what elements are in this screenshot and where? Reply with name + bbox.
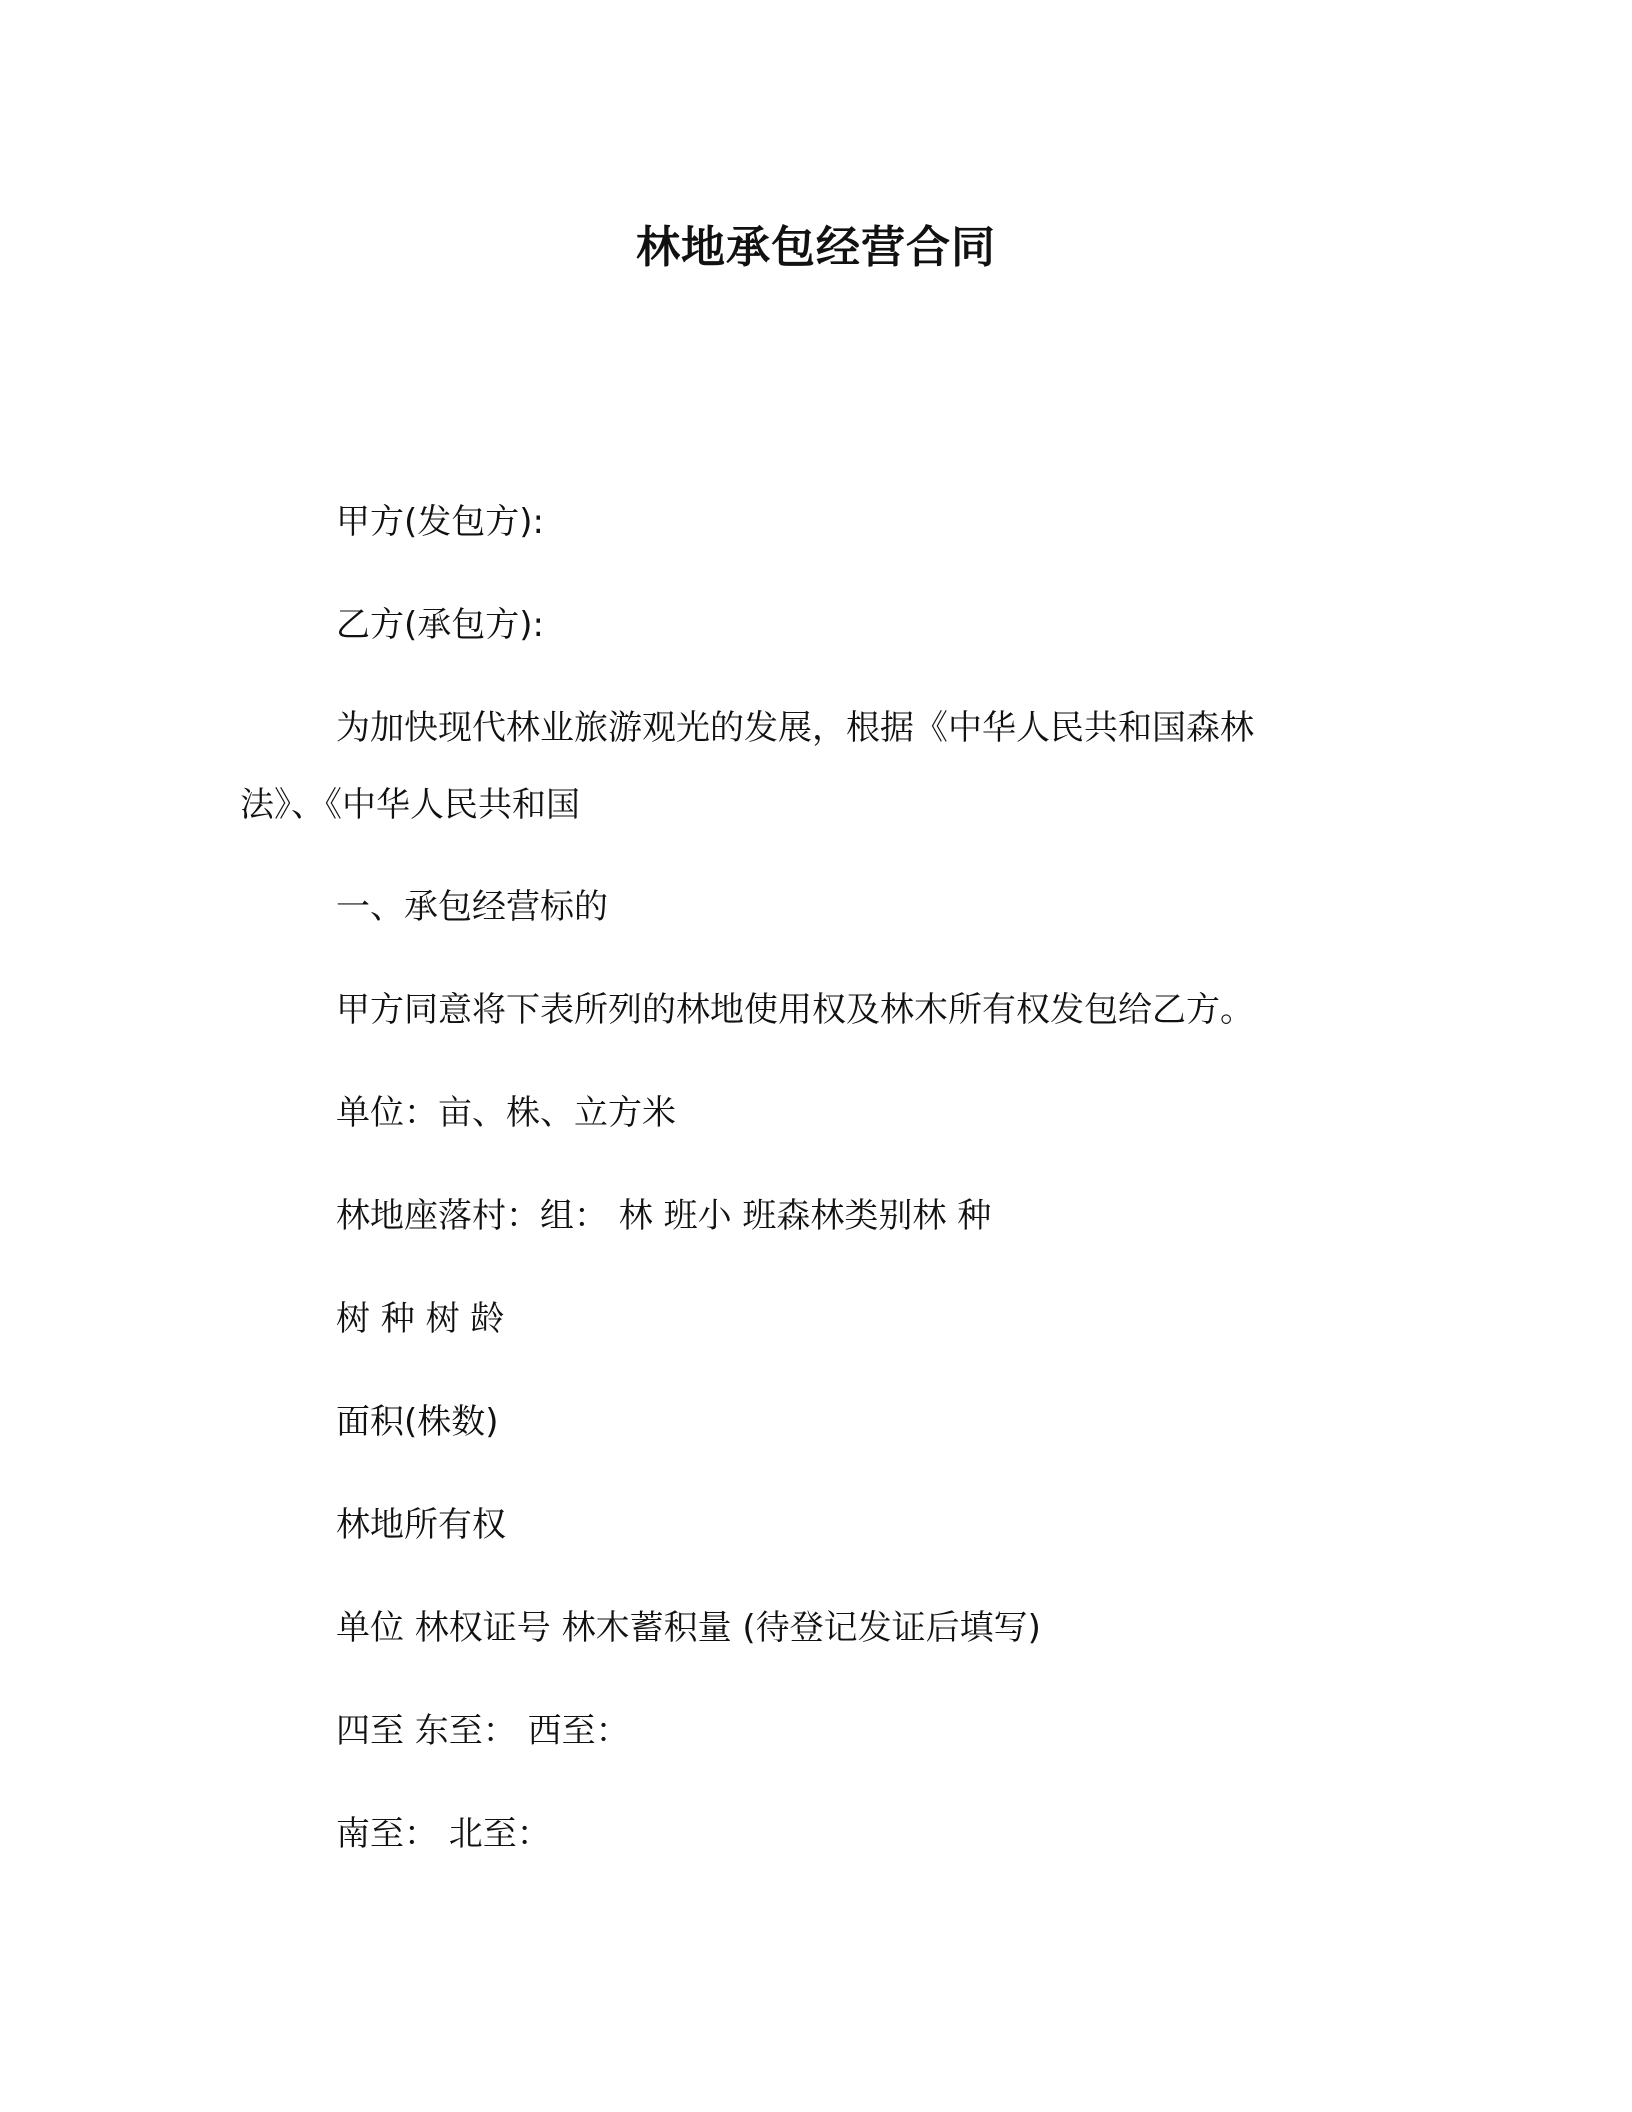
tree-species-line: 树 种 树 龄	[336, 1299, 505, 1339]
boundary-east-west-line: 四至 东至： 西至：	[336, 1711, 630, 1751]
certificate-line: 单位 林权证号 林木蓄积量 (待登记发证后填写)	[336, 1608, 1041, 1648]
ownership-line: 林地所有权	[336, 1505, 506, 1545]
clause-line: 甲方同意将下表所列的林地使用权及林木所有权发包给乙方。	[336, 990, 1254, 1030]
document-title: 林地承包经营合同	[636, 222, 996, 273]
section-heading-1: 一、承包经营标的	[336, 887, 608, 927]
party-a-line: 甲方(发包方):	[336, 502, 544, 542]
unit-line: 单位：亩、株、立方米	[336, 1093, 676, 1133]
preamble-line-2: 法》、《中华人民共和国	[240, 785, 580, 825]
area-line: 面积(株数)	[336, 1402, 499, 1442]
boundary-south-north-line: 南至： 北至：	[336, 1814, 551, 1854]
preamble-line-1: 为加快现代林业旅游观光的发展，根据《中华人民共和国森林	[336, 708, 1254, 748]
location-line: 林地座落村：组： 林 班小 班森林类别林 种	[336, 1196, 992, 1236]
party-b-line: 乙方(承包方):	[336, 605, 544, 645]
